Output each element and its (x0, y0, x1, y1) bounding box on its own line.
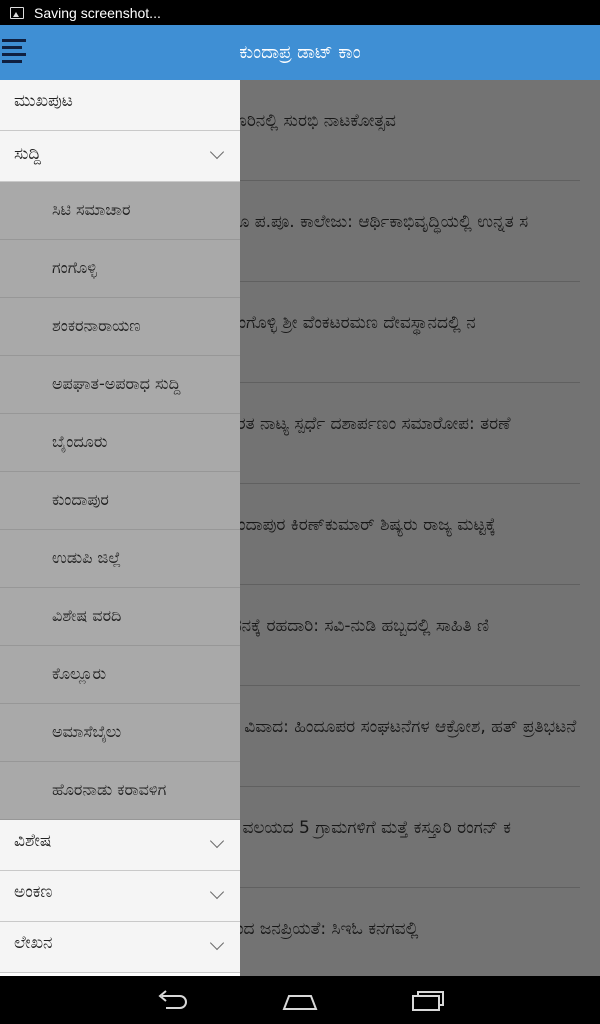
drawer-item-home[interactable] (0, 80, 240, 131)
navigation-drawer (0, 80, 240, 976)
drawer-subitem-label: ಬೈಂದೂರು (52, 432, 108, 451)
drawer-subitem-label: ಅಮಾಸೆಬೈಲು (52, 722, 122, 741)
drawer-subitem-label: ವಿಶೇಷ ವರದಿ (52, 606, 122, 625)
drawer-item-label: ಲೇಖನ (14, 933, 53, 953)
drawer-subitem-label: ಸಿಟಿ ಸಮಾಚಾರ (52, 200, 131, 219)
drawer-subitem-accident-crime[interactable] (0, 356, 240, 414)
image-icon (10, 7, 24, 19)
drawer-item-label: ಮುಖಪುಟ (14, 91, 73, 111)
drawer-subitem-label: ಉಡುಪಿ ಜಿಲ್ಲೆ (52, 548, 122, 567)
drawer-subitem-label: ಕೊಲ್ಲೂರು (52, 664, 107, 683)
drawer-subitem-kollur[interactable] (0, 646, 240, 704)
drawer-subitem-udupi-district[interactable] (0, 530, 240, 588)
drawer-subitem-label: ಕುಂದಾಪುರ (52, 490, 109, 509)
drawer-item-label: ಸುದ್ದಿ (14, 144, 41, 164)
drawer-subitem-byndoor[interactable] (0, 414, 240, 472)
drawer-subitem-special-report[interactable] (0, 588, 240, 646)
chevron-down-icon (210, 834, 224, 848)
drawer-subitem-kundapura[interactable] (0, 472, 240, 530)
drawer-subitem-horanadu[interactable] (0, 762, 240, 820)
drawer-item-article[interactable] (0, 922, 240, 973)
drawer-subitem-shankaranarayana[interactable] (0, 298, 240, 356)
app-bar (0, 25, 600, 80)
status-bar (0, 0, 600, 25)
drawer-subitem-label: ಶಂಕರನಾರಾಯಣ (52, 316, 141, 335)
drawer-item-news[interactable] (0, 131, 240, 182)
drawer-subitem-label: ಹೊರನಾಡು ಕರಾವಳಿಗ (52, 780, 167, 799)
drawer-item-special[interactable] (0, 820, 240, 871)
drawer-subitem-label: ಗಂಗೊಳ್ಳಿ (52, 258, 97, 277)
chevron-down-icon (210, 885, 224, 899)
drawer-subitem-label: ಅಪಘಾತ-ಅಪರಾಧ ಸುದ್ದಿ (52, 374, 181, 393)
chevron-down-icon (210, 145, 224, 159)
status-text: Saving screenshot... (34, 4, 161, 21)
hamburger-menu-icon[interactable] (2, 39, 28, 65)
back-icon[interactable] (154, 988, 190, 1012)
home-icon[interactable] (281, 988, 319, 1012)
chevron-down-icon (210, 936, 224, 950)
drawer-subitem-amasebailu[interactable] (0, 704, 240, 762)
drawer-subitem-gangolli[interactable] (0, 240, 240, 298)
drawer-subitem-city-news[interactable] (0, 182, 240, 240)
drawer-item-label: ವಿಶೇಷ (14, 831, 52, 851)
recent-apps-icon[interactable] (410, 988, 446, 1012)
app-title: ಕುಂದಾಪ್ರ ಡಾಟ್ ಕಾಂ (239, 42, 361, 63)
system-navigation-bar (0, 976, 600, 1024)
drawer-item-label: ಅಂಕಣ (14, 882, 53, 902)
drawer-item-column[interactable] (0, 871, 240, 922)
